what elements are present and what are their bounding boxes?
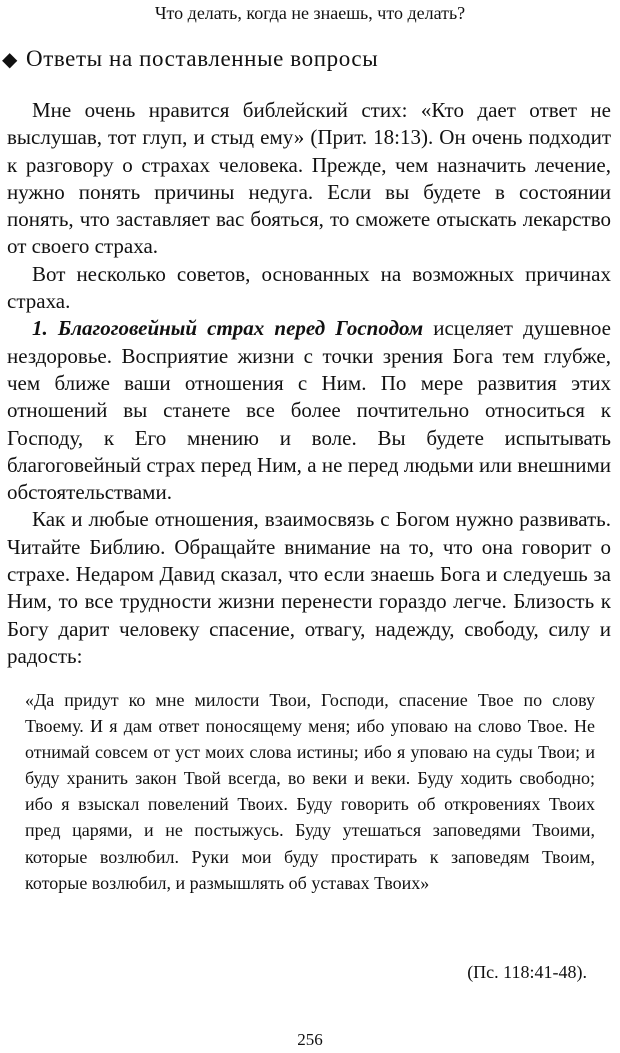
diamond-bullet-icon: ◆ <box>2 49 18 71</box>
paragraph-text: Вот несколько советов, основанных на возможных причинах страха. <box>7 261 611 314</box>
paragraph <box>7 506 611 670</box>
paragraph <box>7 315 611 506</box>
section-title: Ответы на поставленные вопросы <box>25 46 379 71</box>
paragraph-lead-heading: 1. Благоговейный страх перед Господом <box>32 316 424 341</box>
page-number: 256 <box>297 1030 323 1049</box>
paragraph-text: исцеляет душевное нездоровье. Восприятие жизни с точки зрения Бога тем глубже, чем ближе ваши отношения с Ним. По мере развития этих отношений вы станете все более почтительно относиться к Господу, к Его мнению и воле. Вы будете испытывать благоговейный страх перед Ним, а не перед людьми или внешними обстоятельствами. <box>7 316 611 505</box>
paragraph <box>7 97 611 261</box>
section-heading <box>2 44 378 75</box>
paragraph-text: Мне очень нравится библейский стих: «Кто дает ответ не выслушав, тот глуп, и стыд ему» (Прит. 18:13). Он очень подходит к разговору о страхах человека. Прежде, чем назначить лечение, нужно понять причины недуга. Если вы будете в состоянии понять, что заставляет вас бояться, то сможете отыскать лекарство от своего страха. <box>7 98 611 259</box>
paragraph <box>7 261 611 316</box>
body-text <box>7 97 611 670</box>
running-head: Что делать, когда не знаешь, что делать? <box>154 3 466 23</box>
quote-reference: (Пс. 118:41-48). <box>467 962 587 982</box>
block-quote: «Да придут ко мне милости Твои, Господи, спасение Твое по слову Твоему. И я дам ответ поносящему меня; ибо уповаю на слово Твое. Не отнимай совсем от уст моих слова истины; ибо я уповаю на суды Твои; и буду хранить закон Твой всегда, во веки и веки. Буду ходить свободно; ибо я взыскал повелений Твоих. Буду говорить об откровениях Твоих пред царями, и не постыжусь. Буду утешаться заповедями Твоими, которые возлюбил. Руки мои буду простирать к заповедям Твоим, которые возлюбил, и размышлять об уставах Твоих» <box>25 690 595 893</box>
paragraph-text: Как и любые отношения, взаимосвязь с Богом нужно развивать. Читайте Библию. Обращайте внимание на то, что она говорит о страхе. Недаром Давид сказал, что если знаешь Бога и следуешь за Ним, то все трудности жизни перенести гораздо легче. Близость к Богу дарит человеку спасение, отвагу, надежду, свободу, силу и радость: <box>7 507 611 668</box>
